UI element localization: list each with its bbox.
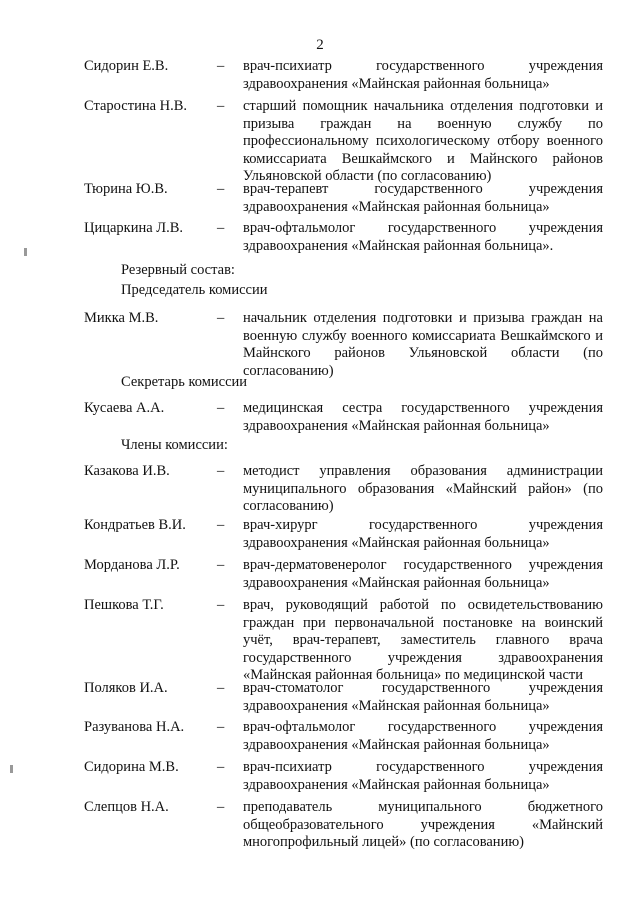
page-number: 2 <box>316 37 324 53</box>
person-name: Цицаркина Л.В. <box>84 220 184 236</box>
person-role: старший помощник начальника отделения подготовки и призыва граждан на военную службу по профессиональному психологическому отбору военного комиссариата Вешкаймского и Майнского районов Ульяновской области (по согласованию) <box>243 98 603 184</box>
dash: – <box>217 759 225 775</box>
person-name: Кусаева А.А. <box>84 400 165 416</box>
dash: – <box>217 310 225 326</box>
person-role: медицинская сестра государственного учреждения здравоохранения «Майнская районная больница» <box>243 400 603 434</box>
dash: – <box>217 400 225 416</box>
person-name: Микка М.В. <box>84 310 159 326</box>
person-role: врач-терапевт государственного учреждения здравоохранения «Майнская районная больница» <box>243 181 603 215</box>
person-name: Поляков И.А. <box>84 680 168 696</box>
person-role: методист управления образования администрации муниципального образования «Майнский район» (по согласованию) <box>243 463 603 514</box>
dash: – <box>217 58 225 74</box>
secretary-heading: Секретарь комиссии <box>121 374 248 390</box>
dash: – <box>217 597 225 613</box>
dash: – <box>217 680 225 696</box>
person-name: Пешкова Т.Г. <box>84 597 164 613</box>
person-role: врач-психиатр государственного учреждения здравоохранения «Майнская районная больница» <box>243 58 603 92</box>
chair-heading: Председатель комиссии <box>121 282 268 298</box>
scan-mark <box>10 765 13 773</box>
person-name: Кондратьев В.И. <box>84 517 186 533</box>
person-role: врач-офтальмолог государственного учреждения здравоохранения «Майнская районная больница». <box>243 220 603 254</box>
person-role: врач-психиатр государственного учреждения здравоохранения «Майнская районная больница» <box>243 759 603 793</box>
dash: – <box>217 557 225 573</box>
person-role: врач-дерматовенеролог государственного учреждения здравоохранения «Майнская районная больница» <box>243 557 603 591</box>
person-role: преподаватель муниципального бюджетного общеобразовательного учреждения «Майнский многопрофильный лицей» (по согласованию) <box>243 799 603 850</box>
person-role: врач-офтальмолог государственного учреждения здравоохранения «Майнская районная больница» <box>243 719 603 753</box>
person-name: Морданова Л.Р. <box>84 557 180 573</box>
dash: – <box>217 719 225 735</box>
dash: – <box>217 463 225 479</box>
person-name: Сидорин Е.В. <box>84 58 169 74</box>
person-name: Казакова И.В. <box>84 463 170 479</box>
scan-mark <box>24 248 27 256</box>
dash: – <box>217 98 225 114</box>
members-heading: Члены комиссии: <box>121 437 228 453</box>
person-name: Тюрина Ю.В. <box>84 181 168 197</box>
dash: – <box>217 517 225 533</box>
person-role: начальник отделения подготовки и призыва граждан на военную службу военного комиссариата Вешкаймского и Майнского районов Ульяновской области (по согласованию) <box>243 310 603 379</box>
dash: – <box>217 181 225 197</box>
person-name: Слепцов Н.А. <box>84 799 169 815</box>
dash: – <box>217 220 225 236</box>
reserve-heading: Резервный состав: <box>121 262 235 278</box>
person-role: врач, руководящий работой по освидетельствованию граждан при первоначальной постановке на воинский учёт, врач-терапевт, заместитель главного врача государственного учреждения здравоохранения «Майнская районная больница» по медицинской части <box>243 597 603 683</box>
person-role: врач-хирург государственного учреждения здравоохранения «Майнская районная больница» <box>243 517 603 551</box>
person-name: Старостина Н.В. <box>84 98 188 114</box>
person-name: Разуванова Н.А. <box>84 719 185 735</box>
dash: – <box>217 799 225 815</box>
person-role: врач-стоматолог государственного учреждения здравоохранения «Майнская районная больница» <box>243 680 603 714</box>
person-name: Сидорина М.В. <box>84 759 179 775</box>
